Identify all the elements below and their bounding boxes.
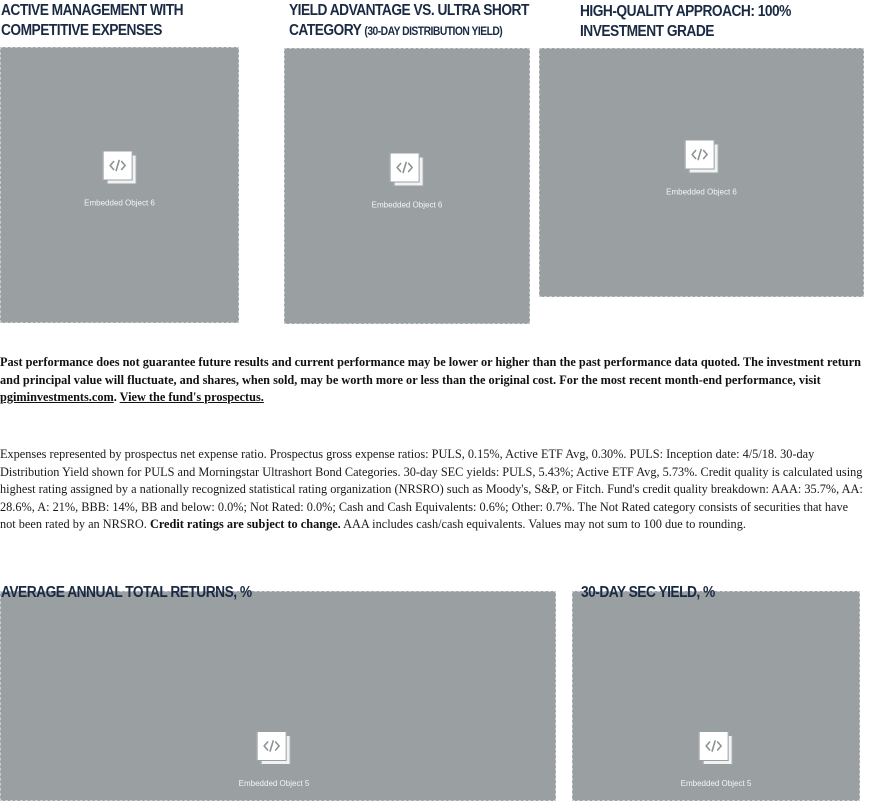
heading-average-annual-returns bbox=[1, 583, 252, 603]
heading-line: HIGH-QUALITY APPROACH: 100% bbox=[580, 3, 791, 20]
heading-line: YIELD ADVANTAGE VS. ULTRA SHORT bbox=[289, 2, 529, 19]
heading-sec-yield bbox=[581, 583, 715, 603]
heading-line: AVERAGE ANNUAL TOTAL RETURNS, % bbox=[1, 584, 252, 601]
heading-high-quality bbox=[580, 2, 791, 42]
heading-line: COMPETITIVE EXPENSES bbox=[1, 22, 162, 39]
disclaimer-separator: . bbox=[113, 390, 120, 404]
footnote-text-end: AAA includes cash/cash equivalents. Values may not sum to 100 due to rounding. bbox=[340, 517, 746, 531]
heading-active-management bbox=[1, 1, 183, 41]
embedded-object-credit-quality[interactable] bbox=[539, 48, 864, 297]
prospectus-link[interactable]: View the fund's prospectus. bbox=[119, 390, 264, 404]
heading-yield-advantage bbox=[289, 1, 529, 41]
pgim-link[interactable]: pgiminvestments.com bbox=[0, 390, 114, 404]
embedded-object-sec-yield[interactable] bbox=[572, 591, 860, 801]
heading-line: INVESTMENT GRADE bbox=[580, 23, 714, 40]
code-icon bbox=[257, 731, 291, 765]
disclaimer-text: Past performance does not guarantee future results and current performance may be lower or higher than the past performance data quoted. The investment return and principal value will fluctuate, and shares, when sold, may be worth more or less than the original cost. For the most recent month-end performance, visit bbox=[0, 355, 861, 387]
performance-disclaimer bbox=[0, 354, 866, 407]
embed-placeholder bbox=[84, 151, 155, 208]
embedded-object-total-returns[interactable] bbox=[0, 591, 556, 801]
code-icon bbox=[685, 139, 719, 173]
code-icon bbox=[699, 731, 733, 765]
embed-label: Embedded Object 6 bbox=[371, 200, 443, 210]
code-icon bbox=[390, 153, 424, 187]
embed-label: Embedded Object 6 bbox=[84, 198, 155, 208]
heading-line-main: CATEGORY bbox=[289, 22, 362, 39]
embed-placeholder bbox=[666, 139, 737, 196]
heading-line bbox=[289, 21, 529, 41]
embed-label: Embedded Object 5 bbox=[680, 779, 752, 788]
embed-placeholder bbox=[372, 153, 443, 210]
code-icon bbox=[103, 151, 137, 185]
heading-subtitle: (30-DAY DISTRIBUTION YIELD) bbox=[364, 24, 503, 38]
footnote-bold-text: Credit ratings are subject to change. bbox=[149, 517, 341, 531]
embed-placeholder bbox=[239, 731, 310, 810]
embedded-object-yield[interactable] bbox=[284, 48, 530, 324]
expense-footnote bbox=[0, 446, 866, 534]
embedded-object-expenses[interactable] bbox=[0, 47, 239, 323]
embed-placeholder bbox=[681, 731, 752, 810]
embed-label: Embedded Object 6 bbox=[666, 187, 737, 196]
heading-line: ACTIVE MANAGEMENT WITH bbox=[1, 2, 184, 19]
footnote-text: Expenses represented by prospectus net expense ratio. Prospectus gross expense ratios: PULS, 0.15%, Active ETF Avg, 0.30%. PULS: Inception date: 4/5/18. 30-day Distribution Yield shown for PULS and Morningstar Ultrashort Bond Categories. 30-day SEC yields: PULS, 5.43%; Active ETF Avg, 5.73%. Credit quality is calculated using highest rating assigned by a nationally recognized statistical rating organization (NRSRO) such as Moody's, S&P, or Fitch. Fund's credit quality breakdown: AAA: 35.7%, AA: 28.6%, A: 21%, BBB: 14%, BB and below: 0.0%; Not Rated: 0.0%; Cash and Cash Equivalents: 0.6%; Other: 0.7%. The Not Rated category consists of securities that have not been rated by an NRSRO. bbox=[0, 447, 863, 531]
heading-line: 30-DAY SEC YIELD, % bbox=[581, 584, 715, 601]
embed-label: Embedded Object 5 bbox=[238, 779, 310, 788]
